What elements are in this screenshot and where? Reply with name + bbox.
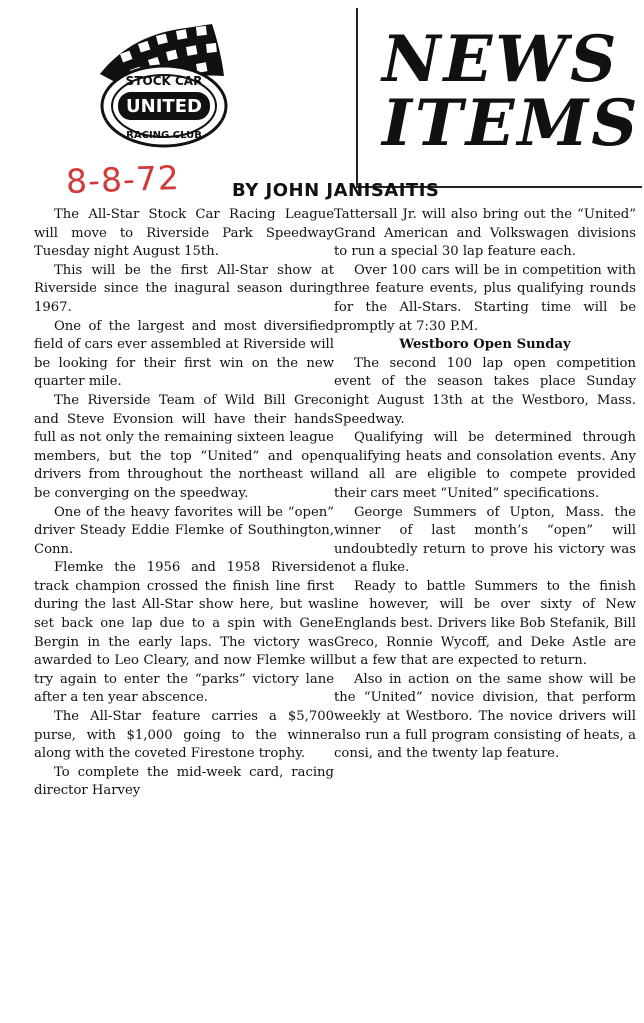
paragraph: The All-Star Stock Car Racing League will move to Riverside Park Speedway Tuesday night August 15th. <box>34 207 334 260</box>
paragraph: George Summers of Upton, Mass. the winner of last month’s “open” will undoubtedly return to prove his victory was not a fluke. <box>334 504 636 576</box>
left-column <box>34 206 334 801</box>
paragraph: The Riverside Team of Wild Bill Greco and Steve Evonsion will have their hands full as not only the remaining sixteen league members, but the top “United” and open drivers from throughout the northeast will be converging on the speedway. <box>34 392 334 501</box>
masthead-area <box>0 0 644 201</box>
logo-text-center: UNITED <box>126 96 202 117</box>
paragraph: Tattersall Jr. will also bring out the “United” Grand American and Volkswagen divisions to run a special 30 lap feature each. <box>334 207 636 260</box>
checkered-flag-logo <box>94 14 244 154</box>
paragraph: Over 100 cars will be in competition with three feature events, plus qualifying rounds for the All-Stars. Starting time will be promptly at 7:30 P.M. <box>334 262 636 334</box>
byline: BY JOHN JANISAITIS <box>232 180 440 201</box>
paragraph: Also in action on the same show will be the “United” novice division, that perform weekly at Westboro. The novice drivers will also run a full program consisting of heats, a consi, and the twenty lap feature. <box>334 671 636 762</box>
paragraph: One of the heavy favorites will be “open” driver Steady Eddie Flemke of Southington, Conn. <box>34 504 334 557</box>
handwritten-date: 8-8-72 <box>65 158 181 201</box>
paragraph: To complete the mid-week card, racing director Harvey <box>34 764 334 799</box>
news-items-box <box>356 8 642 188</box>
title-line-1: NEWS <box>382 22 620 97</box>
paragraph: The second 100 lap open competition event of the season takes place Sunday night August 13th at the Westboro, Mass. Speedway. <box>334 355 636 427</box>
right-column <box>334 206 636 764</box>
logo-text-top: STOCK CAR <box>125 74 203 88</box>
paragraph: The All-Star feature carries a $5,700 purse, with $1,000 going to the winner along with the coveted Firestone trophy. <box>34 709 334 762</box>
paragraph: Ready to battle Summers to the finish line however, will be over sixty of New Englands best. Drivers like Bob Stefanik, Bill Greco, Ronnie Wycoff, and Deke Astle are but a few that are expected to return. <box>334 578 636 669</box>
paragraph: Flemke the 1956 and 1958 Riverside track champion crossed the finish line first during the last All-Star show here, but was set back one lap due to a spin with Gene Bergin in the early laps. The victory was awarded to Leo Cleary, and now Flemke will try again to enter the “parks” victory lane after a ten year abscence. <box>34 560 334 706</box>
paragraph: One of the largest and most diversified field of cars ever assembled at Riverside will be looking for their first win on the new quarter mile. <box>34 318 334 390</box>
section-subhead: Westboro Open Sunday <box>399 337 571 353</box>
paragraph: Qualifying will be determined through qualifying heats and consolation events. Any and all are eligible to compete provided their cars meet “United” specifications. <box>334 430 636 501</box>
paragraph: This will be the first All-Star show at Riverside since the inagural season during 1967. <box>34 262 334 315</box>
page-title <box>382 22 642 161</box>
logo-text-bottom: RACING CLUB <box>126 130 202 141</box>
title-line-2: ITEMS <box>382 86 641 161</box>
